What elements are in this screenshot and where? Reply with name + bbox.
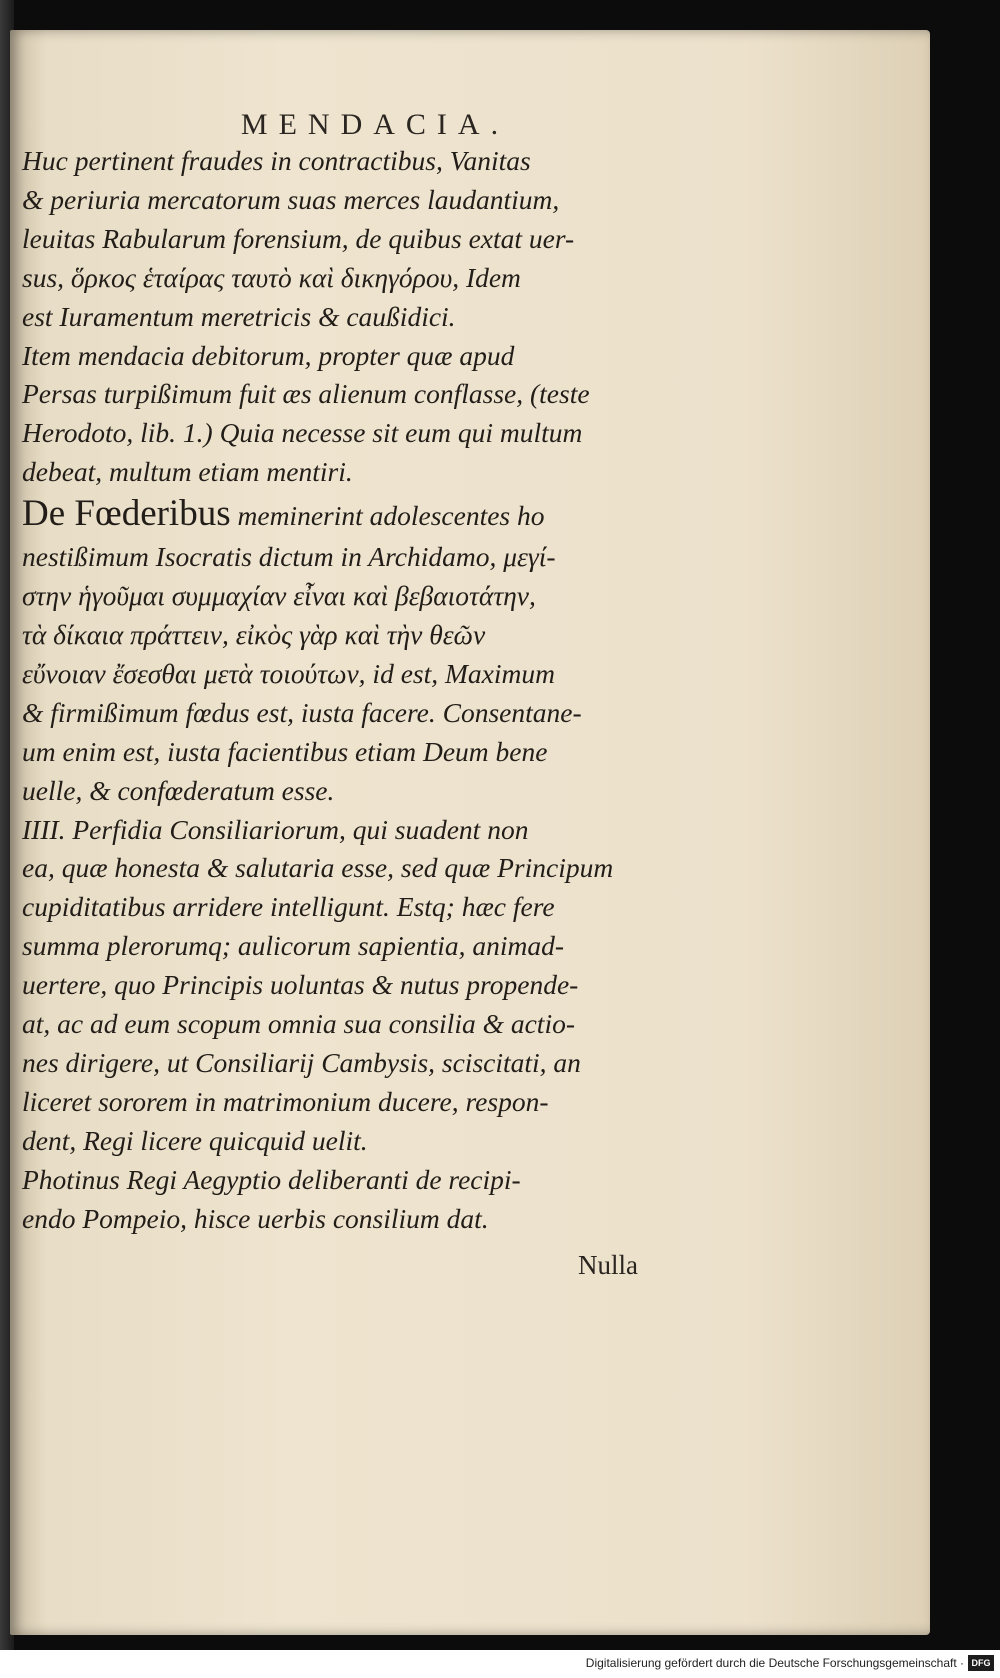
- dfg-logo-icon: DFG: [968, 1655, 994, 1671]
- text-line-greek: τὰ δίκαια πράττειν, εἰκὸς γὰρ καὶ τὴν θεῶν: [22, 618, 486, 650]
- text-line: nes dirigere, ut Consiliarij Cambysis, sciscitati, an: [22, 1046, 581, 1078]
- text-line: um enim est, iusta facientibus etiam Deum bene: [22, 735, 548, 767]
- text-line: at, ac ad eum scopum omnia sua consilia & actio-: [22, 1008, 575, 1040]
- text-line-greek: στην ἡγοῦμαι συμμαχίαν εἶναι καὶ βεβαιοτάτην,: [22, 580, 536, 612]
- running-header: MENDACIA.: [240, 108, 510, 141]
- text-line: Persas turpißimum fuit æs alienum conflasse, (teste: [22, 378, 590, 410]
- book-page: [10, 30, 930, 1635]
- text-line: uertere, quo Principis uoluntas & nutus propende-: [22, 969, 579, 1001]
- text-line: & periuria mercatorum suas merces laudantium,: [22, 183, 560, 215]
- text-line: uelle, & confœderatum esse.: [22, 774, 335, 806]
- text-line: liceret sororem in matrimonium ducere, respon-: [22, 1085, 549, 1117]
- text-line: dent, Regi licere quicquid uelit.: [22, 1124, 368, 1156]
- text-line: & firmißimum fœdus est, iusta facere. Consentane-: [22, 696, 582, 728]
- text-line: Item mendacia debitorum, propter quæ apud: [22, 339, 515, 371]
- text-line: ea, quæ honesta & salutaria esse, sed quæ Principum: [22, 852, 614, 884]
- text-line: Photinus Regi Aegyptio deliberanti de recipi-: [22, 1163, 521, 1195]
- funding-credit: Digitalisierung gefördert durch die Deutsche Forschungsgemeinschaft ·: [585, 1656, 964, 1670]
- footer-bar: [0, 1650, 1000, 1678]
- text-line-section-number: IIII. Perfidia Consiliariorum, qui suadent non: [22, 813, 529, 845]
- text-line: endo Pompeio, hisce uerbis consilium dat.: [22, 1202, 489, 1234]
- text-line: Herodoto, lib. 1.) Quia necesse sit eum qui multum: [22, 417, 583, 449]
- text-line: cupiditatibus arridere intelligunt. Estq; hæc fere: [22, 891, 555, 923]
- text-line: εὔνοιαν ἔσεσθαι μετὰ τοιούτων, id est, Maximum: [22, 657, 555, 689]
- text-line: Huc pertinent fraudes in contractibus, Vanitas: [22, 145, 531, 176]
- page-body-text: [22, 142, 682, 1238]
- catchword: Nulla: [578, 1250, 638, 1280]
- text-line-section-start: De Fœderibus meminerint adolescentes ho: [22, 493, 545, 535]
- text-line: debeat, multum etiam mentiri.: [22, 456, 353, 488]
- text-line: nestißimum Isocratis dictum in Archidamo, μεγί-: [22, 541, 556, 573]
- text-line: leuitas Rabularum forensium, de quibus extat uer-: [22, 222, 575, 254]
- text-line: summa plerorumq; aulicorum sapientia, animad-: [22, 930, 565, 962]
- text-line: sus, ὅρκος ἑταίρας ταυτὸ καὶ δικηγόρου, Idem: [22, 261, 521, 293]
- text-line: est Iuramentum meretricis & caußidici.: [22, 300, 456, 332]
- section-lead-words: De Fœderibus: [22, 493, 231, 535]
